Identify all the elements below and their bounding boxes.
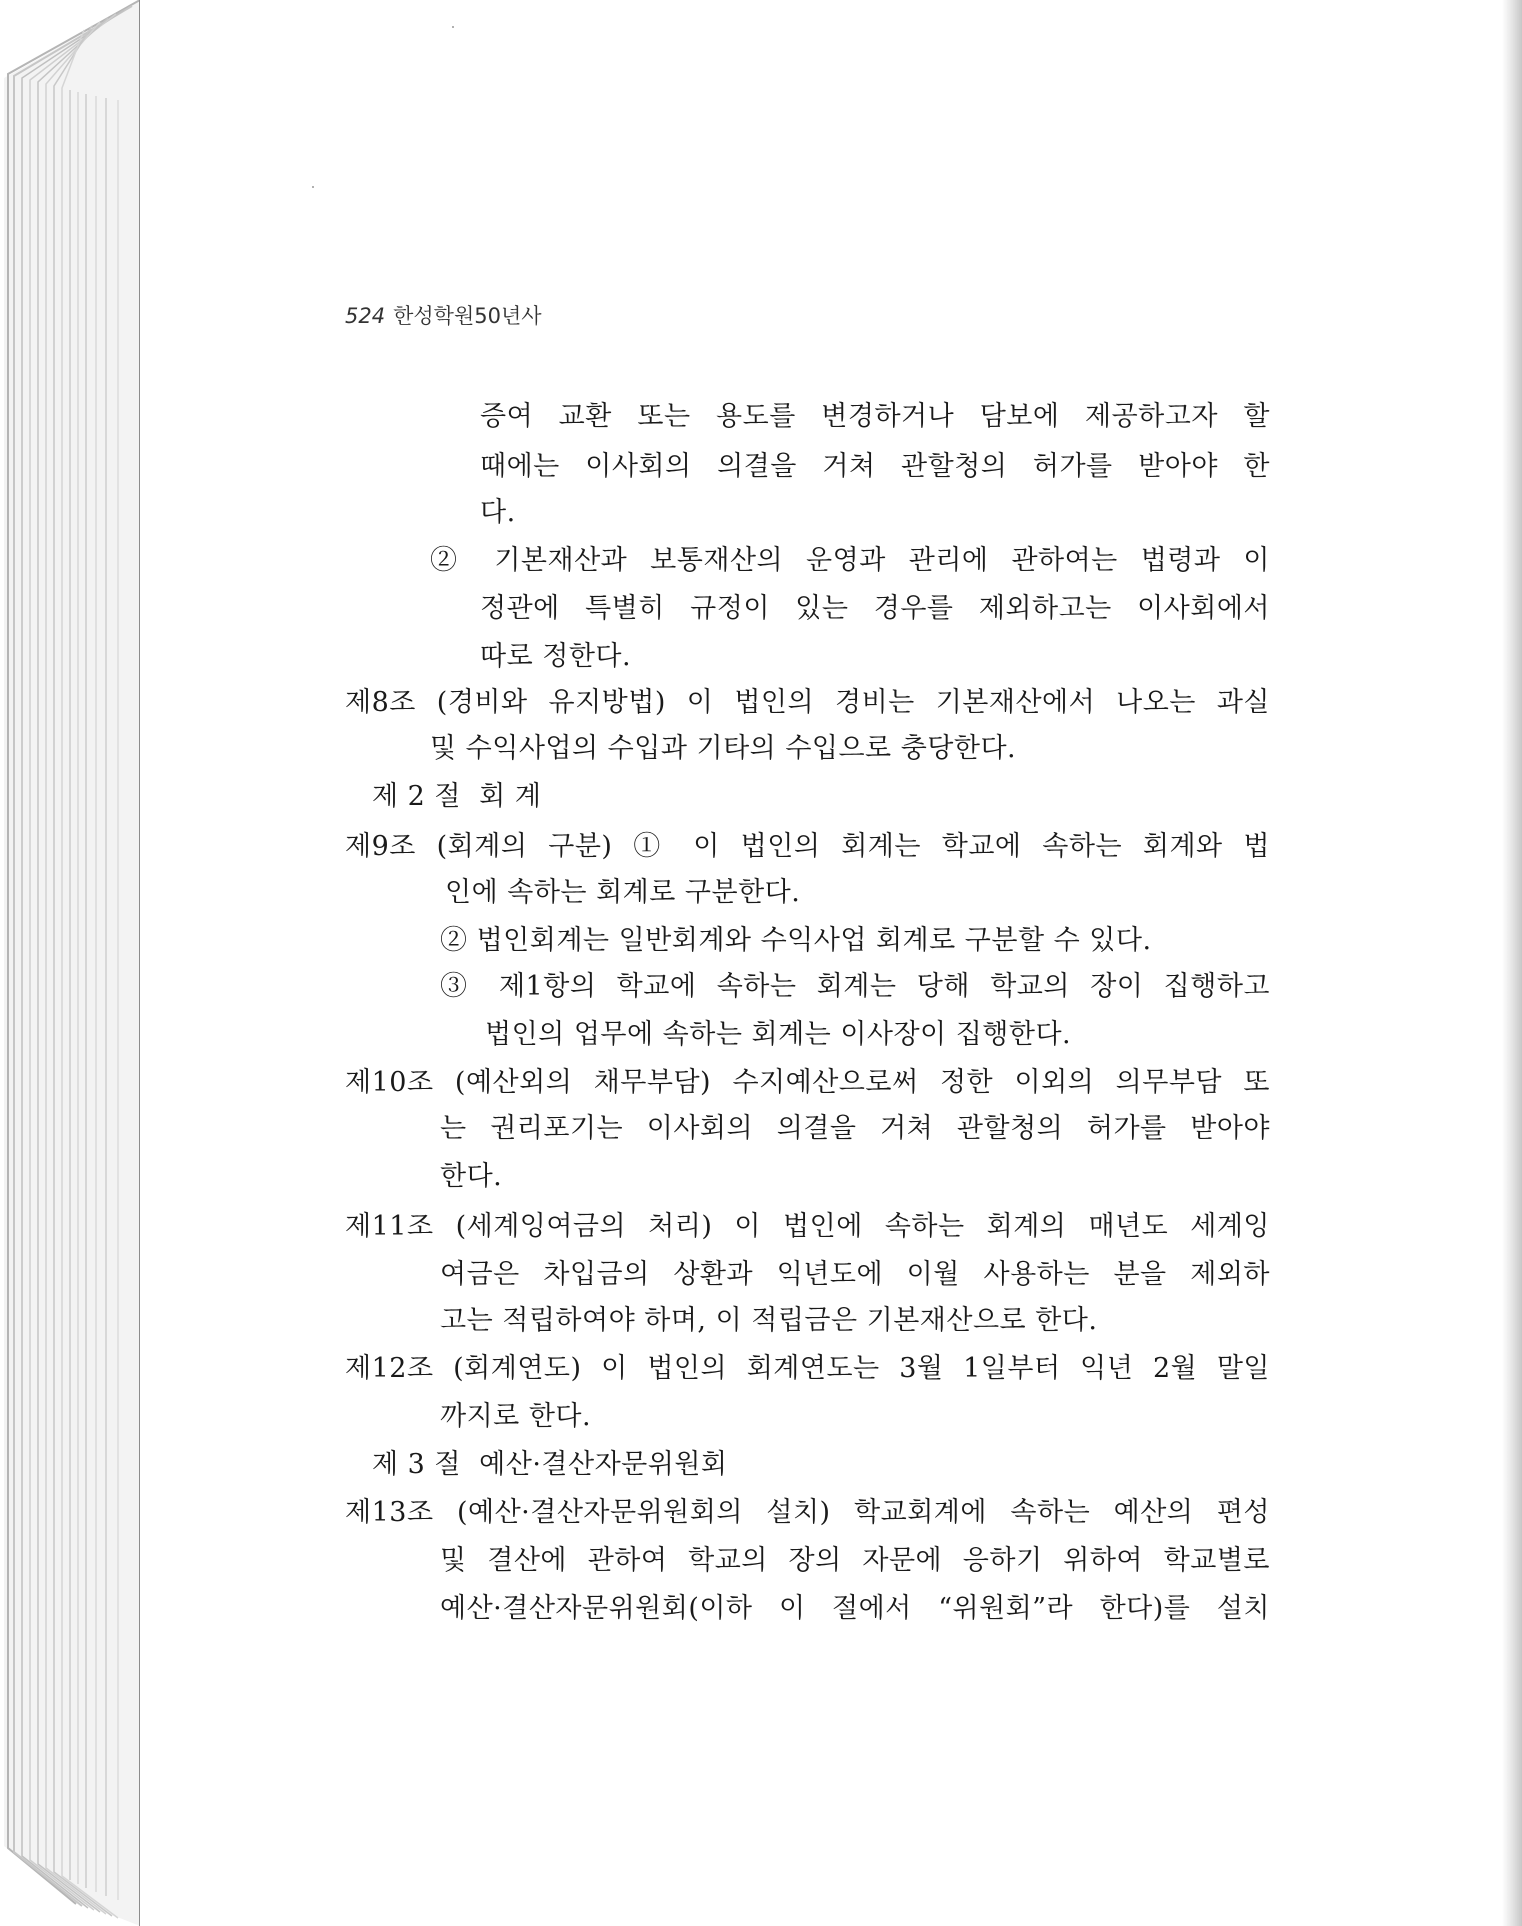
article-line: 제10조 (예산외의 채무부담) 수지예산으로써 정한 이외의 의무부담 또 xyxy=(345,1067,1270,1098)
text-line: ② 법인회계는 일반회계와 수익사업 회계로 구분할 수 있다. xyxy=(440,925,1152,956)
text-line: ② 기본재산과 보통재산의 운영과 관리에 관하여는 법령과 이 xyxy=(430,545,1270,576)
text-line: 인에 속하는 회계로 구분한다. xyxy=(445,877,801,908)
text-line: 때에는 이사회의 의결을 거쳐 관할청의 허가를 받아야 한 xyxy=(480,451,1270,482)
article-line: 제11조 (세계잉여금의 처리) 이 법인에 속하는 회계의 매년도 세계잉 xyxy=(345,1211,1270,1242)
text-line: 따로 정한다. xyxy=(480,641,632,672)
running-head xyxy=(345,300,542,330)
text-line: 한다. xyxy=(440,1161,503,1192)
article-line: 제8조 (경비와 유지방법) 이 법인의 경비는 기본재산에서 나오는 과실 xyxy=(345,687,1270,718)
article-line: 제13조 (예산·결산자문위원회의 설치) 학교회계에 속하는 예산의 편성 xyxy=(345,1497,1270,1528)
text-line: 다. xyxy=(480,497,516,528)
book-title: 한성학원50년사 xyxy=(393,304,542,328)
section-heading: 제 3 절 예산·결산자문위원회 xyxy=(372,1449,728,1480)
page-sheet xyxy=(140,0,1504,1926)
text-line: 예산·결산자문위원회(이하 이 절에서 “위원회”라 한다)를 설치 xyxy=(440,1593,1270,1624)
text-line: 까지로 한다. xyxy=(440,1401,592,1432)
text-line: 정관에 특별히 규정이 있는 경우를 제외하고는 이사회에서 xyxy=(480,593,1270,624)
scan-speck xyxy=(452,26,454,28)
text-line: 및 수익사업의 수입과 기타의 수입으로 충당한다. xyxy=(430,733,1017,764)
text-line: 법인의 업무에 속하는 회계는 이사장이 집행한다. xyxy=(485,1019,1072,1050)
text-line: 고는 적립하여야 하며, 이 적립금은 기본재산으로 한다. xyxy=(440,1305,1098,1336)
page-number: 524 xyxy=(345,304,386,328)
page-shadow xyxy=(1502,0,1522,1926)
scan-speck xyxy=(312,186,314,188)
section-heading: 제 2 절 회 계 xyxy=(372,781,542,812)
text-line: 여금은 차입금의 상환과 익년도에 이월 사용하는 분을 제외하 xyxy=(440,1259,1270,1290)
text-line: ③ 제1항의 학교에 속하는 회계는 당해 학교의 장이 집행하고 xyxy=(440,971,1270,1002)
text-line: 및 결산에 관하여 학교의 장의 자문에 응하기 위하여 학교별로 xyxy=(440,1545,1270,1576)
text-line: 는 권리포기는 이사회의 의결을 거쳐 관할청의 허가를 받아야 xyxy=(440,1113,1270,1144)
article-line: 제9조 (회계의 구분) ① 이 법인의 회계는 학교에 속하는 회계와 법 xyxy=(345,831,1270,862)
article-line: 제12조 (회계연도) 이 법인의 회계연도는 3월 1일부터 익년 2월 말일 xyxy=(345,1353,1270,1384)
text-line: 증여 교환 또는 용도를 변경하거나 담보에 제공하고자 할 xyxy=(480,401,1270,432)
